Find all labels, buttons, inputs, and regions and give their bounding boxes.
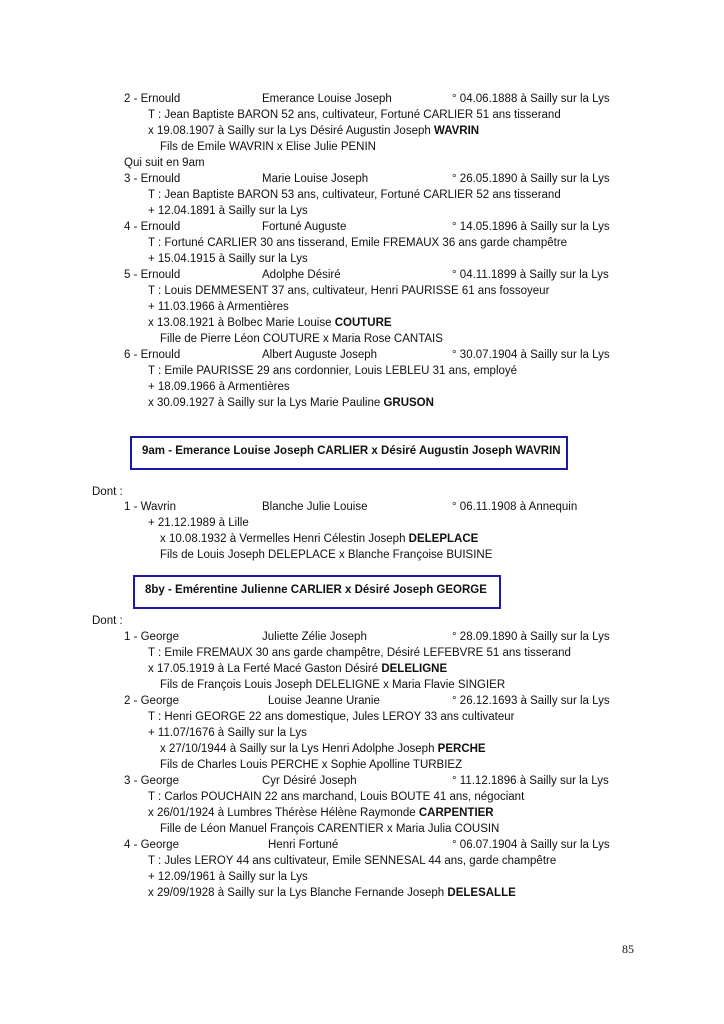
child-given-names: Juliette Zélie Joseph xyxy=(262,631,367,643)
detail-line: T : Carlos POUCHAIN 22 ans marchand, Louis BOUTE 41 ans, négociant xyxy=(148,791,525,803)
child-given-names: Henri Fortuné xyxy=(268,839,339,851)
child-birth: ° 26.05.1890 à Sailly sur la Lys xyxy=(452,173,610,185)
detail-line: T : Fortuné CARLIER 30 ans tisserand, Emile FREMAUX 36 ans garde champêtre xyxy=(148,237,568,249)
spouse-surname: CARPENTIER xyxy=(418,807,494,819)
marriage-text: x 30.09.1927 à Sailly sur la Lys Marie Pauline xyxy=(148,397,384,409)
child-birth: ° 14.05.1896 à Sailly sur la Lys xyxy=(452,221,610,233)
spouse-surname: WAVRIN xyxy=(433,125,480,137)
child-number: 5 - Ernould xyxy=(124,269,181,281)
parents-line: Fils de Louis Joseph DELEPLACE x Blanche Françoise BUISINE xyxy=(160,549,493,561)
parents-line: Fils de Emile WAVRIN x Elise Julie PENIN xyxy=(160,141,376,153)
child-number: 4 - George xyxy=(124,839,179,851)
section-header-box xyxy=(133,575,501,609)
marriage-text: x 29/09/1928 à Sailly sur la Lys Blanche Fernande Joseph xyxy=(148,887,448,899)
section-header-title: 8by - Emérentine Julienne CARLIER x Désiré Joseph GEORGE xyxy=(145,584,487,596)
child-number: 6 - Ernould xyxy=(124,349,181,361)
marriage-line xyxy=(148,806,494,821)
marriage-text: x 19.08.1907 à Sailly sur la Lys Désiré Augustin Joseph xyxy=(148,125,434,137)
marriage-text: x 26/01/1924 à Lumbres Thérèse Hélène Raymonde xyxy=(148,807,419,819)
dont-label: Dont : xyxy=(92,615,123,627)
marriage-line xyxy=(148,886,516,901)
marriage-line xyxy=(148,662,447,677)
child-number: 3 - Ernould xyxy=(124,173,181,185)
page-number: 85 xyxy=(622,942,634,956)
child-number: 2 - George xyxy=(124,695,179,707)
spouse-surname: PERCHE xyxy=(437,743,486,755)
detail-line: T : Jean Baptiste BARON 52 ans, cultivateur, Fortuné CARLIER 51 ans tisserand xyxy=(148,109,561,121)
spouse-surname: DELELIGNE xyxy=(381,663,448,675)
child-given-names: Fortuné Auguste xyxy=(262,221,347,233)
qui-suit-note: Qui suit en 9am xyxy=(124,157,205,169)
detail-line: T : Louis DEMMESENT 37 ans, cultivateur, Henri PAURISSE 61 ans fossoyeur xyxy=(148,285,550,297)
marriage-line xyxy=(160,742,486,757)
child-number: 4 - Ernould xyxy=(124,221,181,233)
parents-line: Fille de Léon Manuel François CARENTIER x Maria Julia COUSIN xyxy=(160,823,500,835)
marriage-line xyxy=(160,532,478,547)
child-birth: ° 06.11.1908 à Annequin xyxy=(452,501,578,513)
child-birth: ° 04.11.1899 à Sailly sur la Lys xyxy=(452,269,609,281)
child-given-names: Adolphe Désiré xyxy=(262,269,341,281)
spouse-surname: DELEPLACE xyxy=(408,533,479,545)
marriage-line xyxy=(148,396,434,411)
child-given-names: Emerance Louise Joseph xyxy=(262,93,392,105)
detail-line: T : Emile PAURISSE 29 ans cordonnier, Louis LEBLEU 31 ans, employé xyxy=(148,365,518,377)
child-number: 2 - Ernould xyxy=(124,93,181,105)
dont-label: Dont : xyxy=(92,486,123,498)
parents-line: Fils de Charles Louis PERCHE x Sophie Apolline TURBIEZ xyxy=(160,759,463,771)
marriage-line xyxy=(148,316,392,331)
section-header-title: 9am - Emerance Louise Joseph CARLIER x Désiré Augustin Joseph WAVRIN xyxy=(142,445,561,457)
marriage-text: x 27/10/1944 à Sailly sur la Lys Henri Adolphe Joseph xyxy=(160,743,438,755)
child-birth: ° 26.12.1693 à Sailly sur la Lys xyxy=(452,695,610,707)
detail-line: T : Jules LEROY 44 ans cultivateur, Emile SENNESAL 44 ans, garde champêtre xyxy=(148,855,557,867)
death-line: + 12.04.1891 à Sailly sur la Lys xyxy=(148,205,308,217)
spouse-surname: DELESALLE xyxy=(447,887,516,899)
child-birth: ° 11.12.1896 à Sailly sur la Lys xyxy=(452,775,609,787)
child-birth: ° 04.06.1888 à Sailly sur la Lys xyxy=(452,93,610,105)
detail-line: T : Emile FREMAUX 30 ans garde champêtre, Désiré LEFEBVRE 51 ans tisserand xyxy=(148,647,571,659)
child-given-names: Marie Louise Joseph xyxy=(262,173,369,185)
marriage-text: x 17.05.1919 à La Ferté Macé Gaston Désiré xyxy=(148,663,382,675)
marriage-text: x 10.08.1932 à Vermelles Henri Célestin Joseph xyxy=(160,533,409,545)
death-line: + 21.12.1989 à Lille xyxy=(148,517,249,529)
death-line: + 11.07/1676 à Sailly sur la Lys xyxy=(148,727,307,739)
death-line: + 18.09.1966 à Armentières xyxy=(148,381,290,393)
parents-line: Fille de Pierre Léon COUTURE x Maria Rose CANTAIS xyxy=(160,333,443,345)
marriage-line xyxy=(148,124,479,139)
child-given-names: Blanche Julie Louise xyxy=(262,501,368,513)
detail-line: T : Jean Baptiste BARON 53 ans, cultivateur, Fortuné CARLIER 52 ans tisserand xyxy=(148,189,561,201)
section-header-box xyxy=(130,436,568,470)
child-number: 3 - George xyxy=(124,775,179,787)
detail-line: T : Henri GEORGE 22 ans domestique, Jules LEROY 33 ans cultivateur xyxy=(148,711,515,723)
child-number: 1 - Wavrin xyxy=(124,501,176,513)
death-line: + 15.04.1915 à Sailly sur la Lys xyxy=(148,253,308,265)
child-birth: ° 30.07.1904 à Sailly sur la Lys xyxy=(452,349,610,361)
spouse-surname: GRUSON xyxy=(383,397,434,409)
child-given-names: Louise Jeanne Uranie xyxy=(268,695,380,707)
child-birth: ° 28.09.1890 à Sailly sur la Lys xyxy=(452,631,610,643)
parents-line: Fils de François Louis Joseph DELELIGNE x Maria Flavie SINGIER xyxy=(160,679,506,691)
child-given-names: Albert Auguste Joseph xyxy=(262,349,378,361)
child-number: 1 - George xyxy=(124,631,179,643)
spouse-surname: COUTURE xyxy=(334,317,392,329)
death-line: + 12.09/1961 à Sailly sur la Lys xyxy=(148,871,308,883)
child-given-names: Cyr Désiré Joseph xyxy=(262,775,357,787)
child-birth: ° 06.07.1904 à Sailly sur la Lys xyxy=(452,839,610,851)
death-line: + 11.03.1966 à Armentières xyxy=(148,301,289,313)
marriage-text: x 13.08.1921 à Bolbec Marie Louise xyxy=(148,317,335,329)
